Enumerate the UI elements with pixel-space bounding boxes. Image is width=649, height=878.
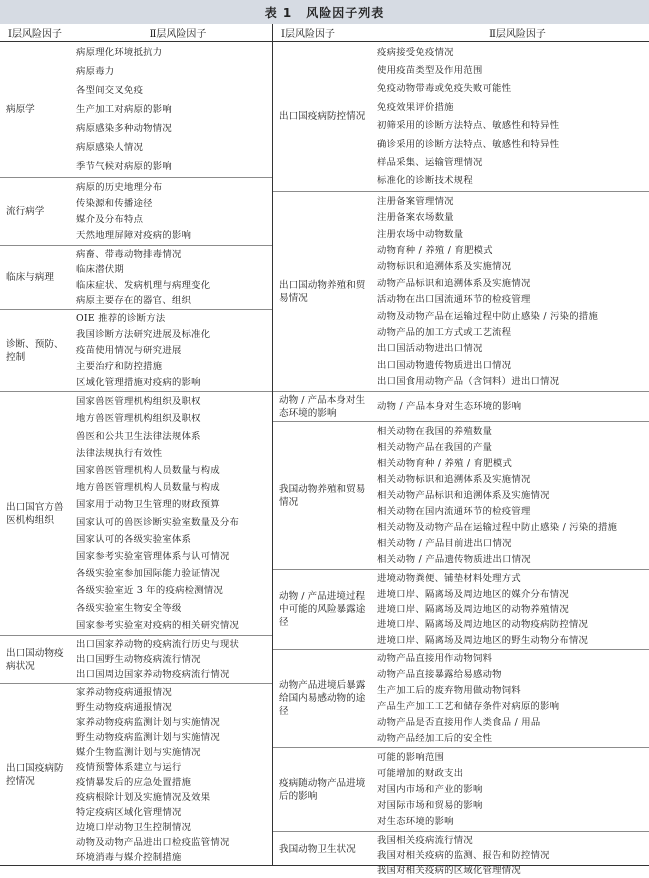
level2-factor-list [76, 310, 272, 391]
level1-factor: 诊断、预防、控制 [6, 338, 64, 363]
level2-factor: 区域化管理措施对疫病的影响 [76, 376, 201, 388]
level2-factor: 产品生产加工工艺和储存条件对病原的影响 [377, 700, 560, 712]
level2-factor-list [377, 570, 649, 649]
level2-factor: 动物标识和追溯体系及实施情况 [377, 261, 512, 273]
level2-factor: 天然地理屏障对疫病的影响 [76, 230, 192, 242]
level1-factor: 疫病随动物产品进境后的影响 [279, 777, 366, 802]
level2-factor: 对国际市场和贸易的影响 [377, 800, 483, 812]
level2-factor: 野生动物疫病监测计划与实施情况 [76, 732, 220, 743]
level2-factor: 动物育种 / 养殖 / 育肥模式 [377, 244, 493, 256]
level2-factor: 国家参考实验室管理体系与认可情况 [76, 550, 230, 562]
level2-factor: 免疫动物带毒或免疫失败可能性 [377, 83, 512, 95]
factor-group [273, 832, 649, 876]
level2-factor: 注册农场中动物数量 [377, 228, 464, 240]
factor-group [273, 42, 649, 192]
level1-factor: 出口国疫病防控情况 [279, 111, 366, 122]
level2-factor: 生产加工对病原的影响 [76, 104, 172, 115]
level1-factor: 出口国官方兽医机构组织 [6, 501, 64, 526]
level2-factor: 各级实验室参加国际能力验证情况 [76, 568, 220, 580]
level2-factor: 疫病接受免疫情况 [377, 46, 454, 58]
level1-factor: 我国动物卫生状况 [279, 843, 356, 855]
level2-factor: 免疫效果评价措施 [377, 101, 454, 113]
level2-factor-list [377, 422, 649, 569]
right-header-row [273, 24, 649, 42]
level2-factor-list [377, 650, 649, 747]
level2-factor: 相关动物在我国的养殖数量 [377, 425, 493, 437]
level2-factor-list [377, 42, 649, 191]
level2-factor: 标准化的诊断技术规程 [377, 175, 473, 187]
level2-factor: 国家用于动物卫生管理的财政预算 [76, 499, 220, 511]
level2-factor: 初筛采用的诊断方法特点、敏感性和特异性 [377, 120, 560, 132]
level2-factor: 出口国野生动物疫病流行情况 [76, 654, 201, 665]
level2-factor: 确诊采用的诊断方法特点、敏感性和特异性 [377, 138, 560, 150]
level2-factor: 我国对相关疫病的区域化管理情况 [377, 865, 521, 876]
level1-factor: 出口国动物养殖和贸易情况 [279, 279, 366, 304]
level2-factor: 使用疫苗类型及作用范围 [377, 65, 483, 77]
level2-factor: 家养动物疫病监测计划与实施情况 [76, 717, 220, 728]
level2-factor: 病原的历史地理分布 [76, 181, 163, 193]
level2-factor-list [377, 392, 649, 421]
level2-factor: 家养动物疫病通报情况 [76, 687, 172, 698]
level2-factor: 注册备案农场数量 [377, 212, 454, 224]
level2-factor: 各级实验室近 3 年的疫病检测情况 [76, 585, 224, 597]
level2-factor-list [76, 684, 272, 866]
level2-factor: 活动物在出口国流通环节的检疫管理 [377, 294, 531, 306]
level2-factor: 进境口岸、隔离场及周边地区的动物养殖情况 [377, 603, 569, 615]
level2-factor: 兽医和公共卫生法律法规体系 [76, 430, 201, 442]
level2-factor: 动物 / 产品本身对生态环境的影响 [377, 401, 522, 412]
level2-factor: 疫病根除计划及实施情况及效果 [76, 792, 211, 803]
level2-factor: 特定疫病区域化管理情况 [76, 807, 182, 818]
level2-factor: 国家兽医管理机构组织及职权 [76, 396, 201, 408]
header-level1: Ⅰ层风险因子 [281, 29, 335, 40]
level2-factor: 各级实验室生物安全等级 [76, 602, 182, 614]
level2-factor: 动物及动物产品在运输过程中防止感染 / 污染的措施 [377, 310, 599, 322]
level2-factor: 出口国家养动物的疫病流行历史与现状 [76, 639, 240, 650]
level2-factor: 我国对相关疫病的监测、报告和防控情况 [377, 850, 550, 861]
level2-factor: 动物产品直接暴露给易感动物 [377, 669, 502, 681]
level2-factor: 出口国活动物进出口情况 [377, 343, 483, 355]
table-label: 表 1 [264, 5, 293, 20]
level2-factor: 相关动物产品标识和追溯体系及实施情况 [377, 489, 550, 501]
level2-factor: 媒介生物监测计划与实施情况 [76, 747, 201, 758]
level2-factor: 病原主要存在的器官、组织 [76, 294, 192, 306]
level2-factor: 动物产品是否直接用作人类食品 / 用品 [377, 716, 541, 728]
factor-group [0, 246, 272, 310]
level2-factor: 地方兽医管理机构组织及职权 [76, 413, 201, 425]
level2-factor: 可能增加的财政支出 [377, 767, 464, 779]
level2-factor: 边境口岸动物卫生控制情况 [76, 822, 192, 833]
level2-factor: 样品采集、运输管理情况 [377, 156, 483, 168]
level2-factor: 相关动物育种 / 养殖 / 育肥模式 [377, 457, 513, 469]
level2-factor: 各型间交叉免疫 [76, 85, 144, 96]
level2-factor: 动物产品经加工后的安全性 [377, 732, 493, 744]
level2-factor-list [377, 748, 649, 831]
level2-factor: OIE 推荐的诊断方法 [76, 313, 166, 325]
level2-factor: 病原毒力 [76, 66, 115, 77]
level2-factor: 动物产品直接用作动物饲料 [377, 653, 493, 665]
level2-factor: 季节气候对病原的影响 [76, 161, 172, 172]
level2-factor: 可能的影响范围 [377, 751, 445, 763]
level2-factor: 相关动物标识和追溯体系及实施情况 [377, 473, 531, 485]
level2-factor: 动物及动物产品进出口检疫监管情况 [76, 837, 230, 848]
factor-group [273, 392, 649, 422]
level2-factor: 病原感染人情况 [76, 142, 144, 153]
level2-factor: 我国诊断方法研究进展及标准化 [76, 329, 211, 341]
left-header-row [0, 24, 272, 42]
level2-factor-list [76, 246, 272, 309]
level2-factor: 生产加工后的废弃物用做动物饲料 [377, 685, 521, 697]
factor-group [0, 178, 272, 246]
factor-group [0, 42, 272, 178]
level2-factor: 环境消毒与媒介控制措施 [76, 852, 182, 863]
level2-factor-list [76, 178, 272, 245]
level2-factor: 国家认可的各级实验室体系 [76, 533, 192, 545]
level2-factor: 相关动物在国内流通环节的检疫管理 [377, 506, 531, 518]
level2-factor: 进境口岸、隔离场及周边地区的媒介分布情况 [377, 588, 569, 600]
level1-factor: 出口国动物疫病状况 [6, 647, 64, 672]
level2-factor: 出口国食用动物产品（含饲料）进出口情况 [377, 376, 560, 388]
level2-factor-list [377, 192, 649, 391]
level2-factor: 国家认可的兽医诊断实验室数量及分布 [76, 516, 240, 528]
level1-factor: 出口国疫病防控情况 [6, 763, 64, 787]
table-title [0, 0, 649, 24]
level2-factor: 进境口岸、隔离场及周边地区的动物疫病防控情况 [377, 619, 589, 631]
level2-factor: 动物产品的加工方式或工艺流程 [377, 326, 512, 338]
level2-factor-list [76, 392, 272, 635]
header-level2: Ⅱ层风险因子 [149, 29, 207, 40]
level2-factor: 相关动物及动物产品在运输过程中防止感染 / 污染的措施 [377, 522, 618, 534]
level2-factor: 疫苗使用情况与研究进展 [76, 344, 182, 356]
header-level2: Ⅱ层风险因子 [489, 29, 546, 40]
level1-factor: 动物 / 产品本身对生态环境的影响 [279, 394, 366, 419]
level2-factor: 相关动物产品在我国的产量 [377, 441, 493, 453]
level2-factor: 临床潜伏期 [76, 264, 124, 276]
level2-factor: 病原感染多种动物情况 [76, 123, 172, 134]
level2-factor-list [377, 832, 649, 876]
factor-group [273, 748, 649, 832]
factor-group [273, 192, 649, 392]
risk-factor-table [0, 24, 649, 876]
factor-group [273, 570, 649, 650]
factor-group [0, 392, 272, 636]
level2-factor: 媒介及分布特点 [76, 214, 144, 226]
right-column-block [272, 24, 649, 876]
level2-factor: 注册备案管理情况 [377, 195, 454, 207]
level2-factor: 进境动物粪便、铺垫材料处理方式 [377, 573, 521, 585]
level2-factor-list [76, 636, 272, 683]
level2-factor: 出口国周边国家养动物疫病流行情况 [76, 669, 230, 680]
level2-factor: 对国内市场和产业的影响 [377, 783, 483, 795]
level2-factor: 传染源和传播途径 [76, 197, 153, 209]
level2-factor: 病原理化环境抵抗力 [76, 47, 163, 58]
level1-factor: 临床与病理 [6, 272, 54, 283]
level1-factor: 动物 / 产品进境过程中可能的风险暴露途径 [279, 591, 366, 628]
level2-factor: 相关动物 / 产品目前进出口情况 [377, 538, 512, 550]
level2-factor: 进境口岸、隔离场及周边地区的野生动物分布情况 [377, 634, 589, 646]
level2-factor: 野生动物疫病通报情况 [76, 702, 172, 713]
factor-group [0, 636, 272, 684]
level2-factor: 出口国动物遗传物质进出口情况 [377, 359, 512, 371]
level2-factor: 相关动物 / 产品遗传物质进出口情况 [377, 554, 531, 566]
level2-factor: 疫情预警体系建立与运行 [76, 762, 182, 773]
level2-factor: 国家参考实验室对疫病的相关研究情况 [76, 619, 240, 631]
table-caption: 风险因子列表 [306, 5, 385, 20]
level2-factor: 我国相关疫病流行情况 [377, 835, 473, 846]
factor-group [273, 422, 649, 570]
level1-factor: 病原学 [6, 104, 35, 115]
level1-factor: 我国动物养殖和贸易情况 [279, 483, 366, 508]
level2-factor: 疫情暴发后的应急处置措施 [76, 777, 192, 788]
level2-factor: 临床症状、发病机理与病理变化 [76, 279, 211, 291]
level2-factor: 主要治疗和防控措施 [76, 360, 163, 372]
factor-group [0, 684, 272, 866]
level2-factor: 动物产品标识和追溯体系及实施情况 [377, 277, 531, 289]
level2-factor: 对生态环境的影响 [377, 816, 454, 828]
level1-factor: 流行病学 [6, 206, 45, 217]
level1-factor: 动物产品进境后暴露给国内易感动物的途径 [279, 680, 366, 717]
factor-group [273, 650, 649, 748]
level2-factor-list [76, 42, 272, 177]
level2-factor: 法律法规执行有效性 [76, 447, 163, 459]
level2-factor: 国家兽医管理机构人员数量与构成 [76, 464, 220, 476]
level2-factor: 病畜、带毒动物排毒情况 [76, 249, 182, 261]
factor-group [0, 310, 272, 392]
header-level1: Ⅰ层风险因子 [8, 29, 62, 40]
left-column-block [0, 24, 272, 866]
level2-factor: 地方兽医管理机构人员数量与构成 [76, 482, 220, 494]
